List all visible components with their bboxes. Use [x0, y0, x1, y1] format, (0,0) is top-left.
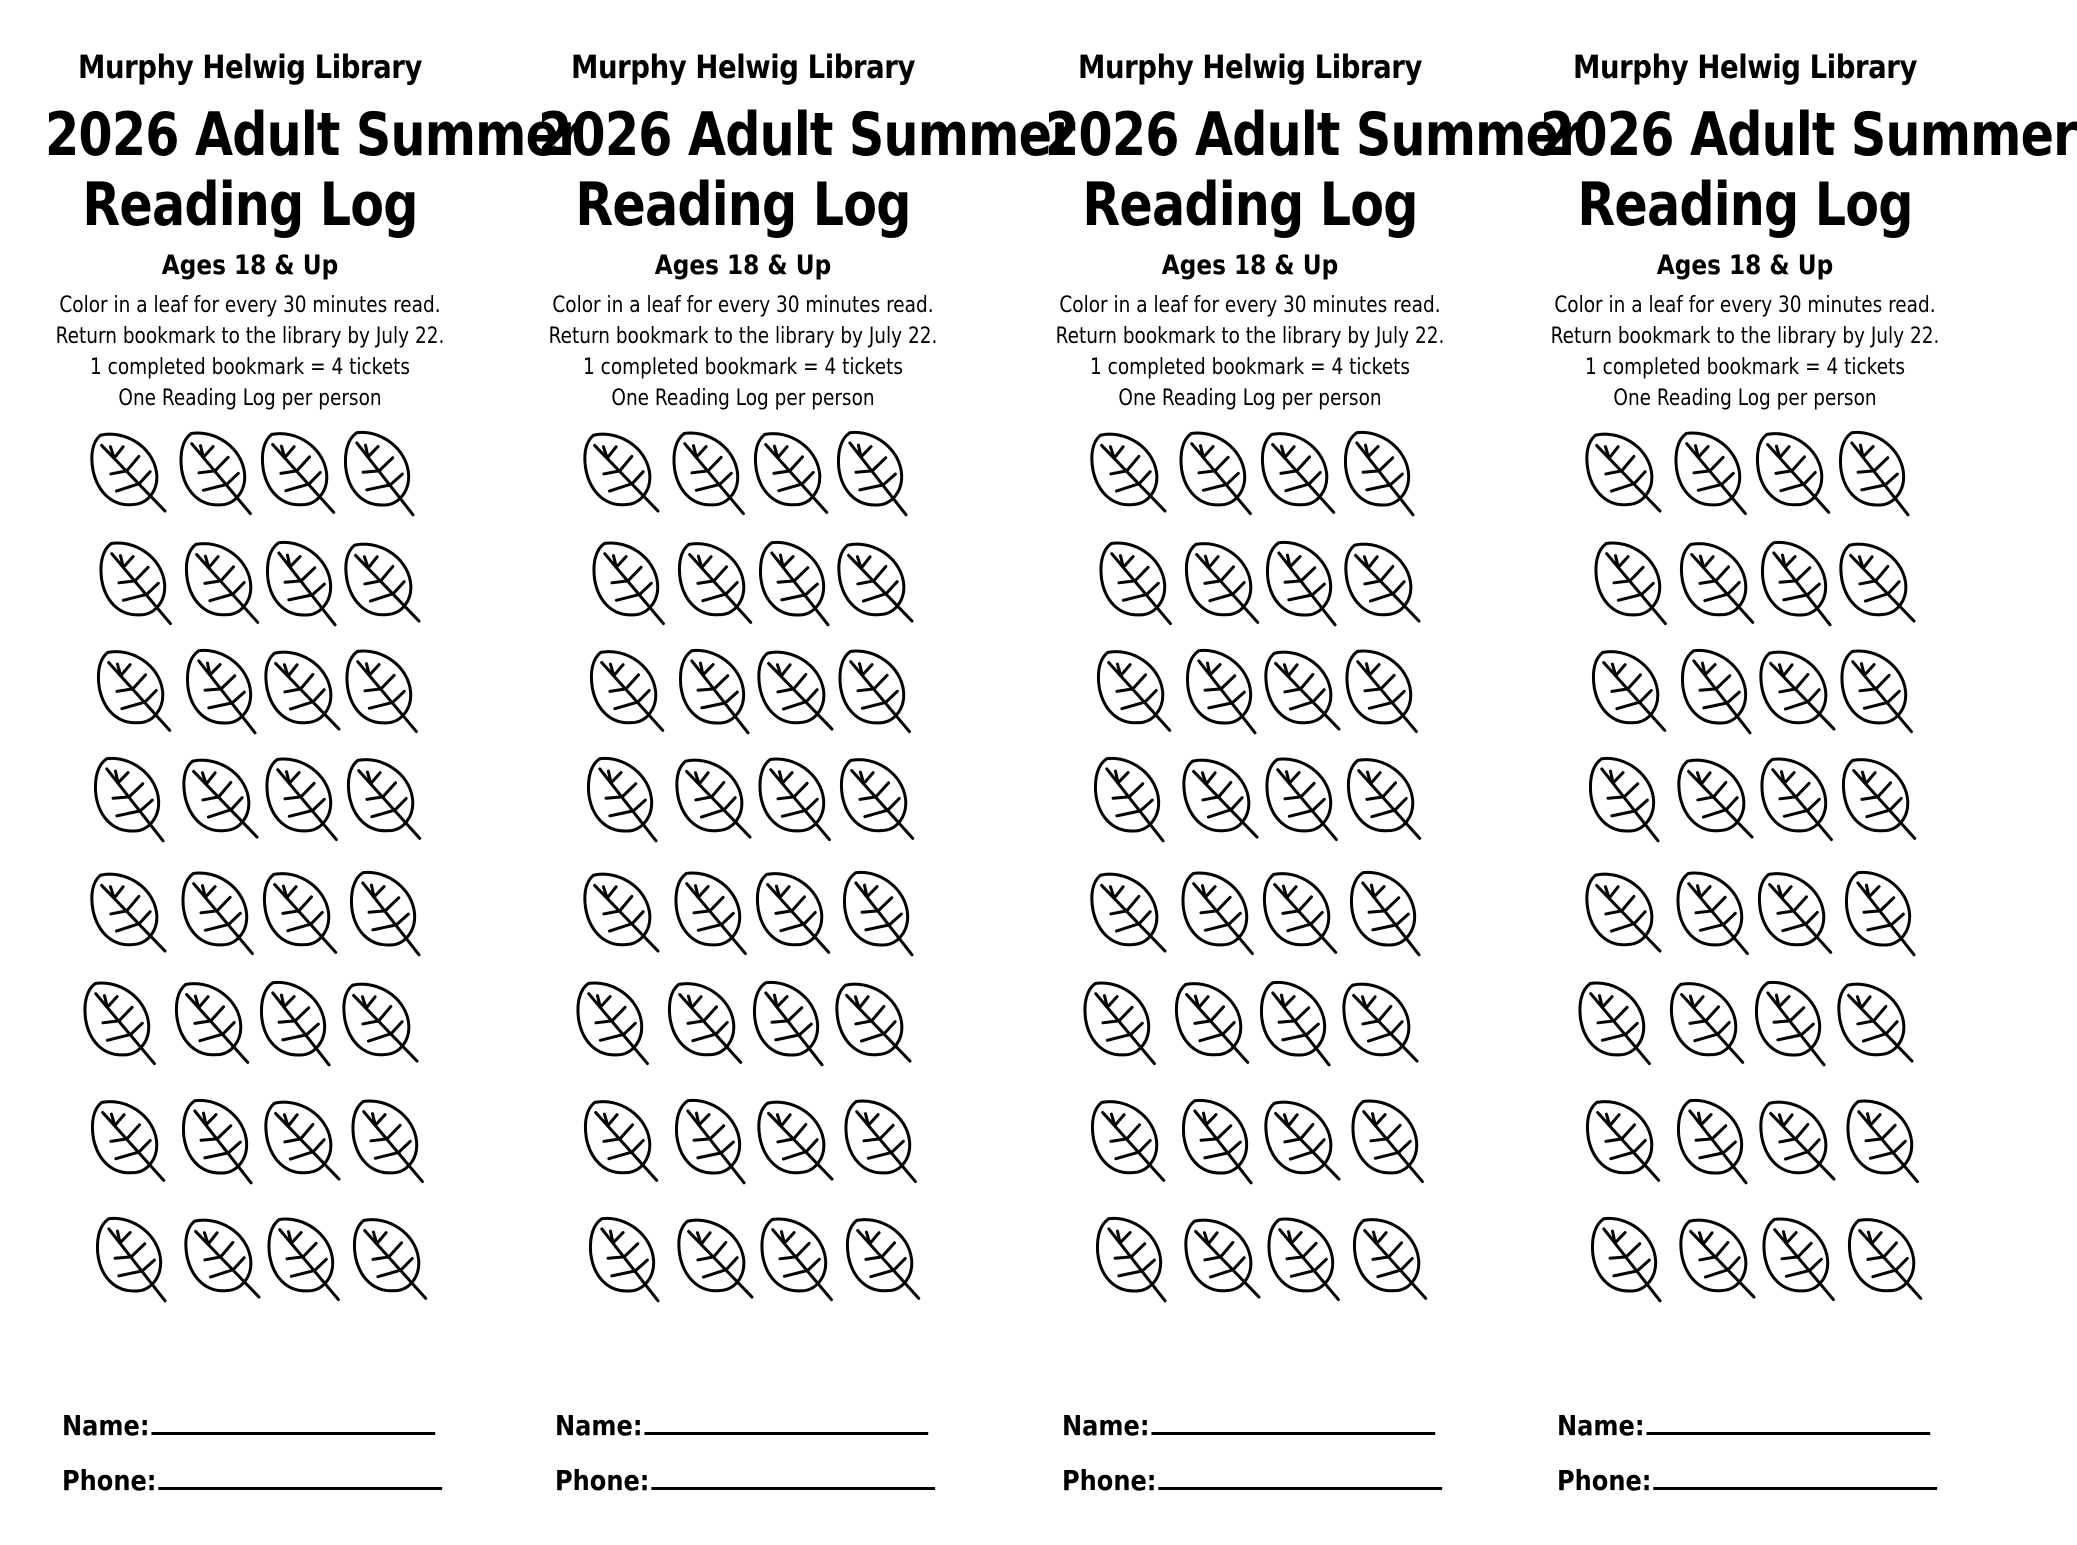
leaf-icon[interactable]	[338, 858, 431, 971]
instruction-line: One Reading Log per person	[1118, 386, 1382, 411]
leaf-icon[interactable]	[1827, 418, 1920, 531]
library-name: Murphy Helwig Library	[1573, 48, 1917, 86]
leaf-icon[interactable]	[825, 418, 918, 531]
leaf-icon[interactable]	[1078, 1085, 1177, 1202]
leaf-icon[interactable]	[1076, 856, 1177, 974]
leaf-icon[interactable]	[168, 742, 269, 860]
leaf-icon[interactable]	[575, 744, 668, 857]
library-name: Murphy Helwig Library	[571, 48, 915, 86]
leaf-icon[interactable]	[1828, 636, 1924, 751]
leaf-icon[interactable]	[162, 967, 261, 1084]
title-line-1: 2026 Adult Summer	[1540, 100, 2077, 170]
leaf-icon[interactable]	[250, 1084, 351, 1202]
leaf-icon[interactable]	[334, 743, 433, 860]
leaf-icon[interactable]	[170, 1202, 271, 1320]
leaf-icon[interactable]	[1082, 744, 1175, 857]
phone-blank-line[interactable]	[1653, 1463, 1937, 1490]
leaf-icon[interactable]	[1829, 743, 1928, 860]
leaf-icon[interactable]	[87, 528, 183, 643]
leaf-icon[interactable]	[660, 418, 756, 533]
leaf-icon[interactable]	[831, 858, 924, 971]
name-blank-line[interactable]	[151, 1408, 435, 1435]
leaf-icon[interactable]	[1663, 742, 1764, 860]
leaf-icon[interactable]	[748, 1204, 844, 1319]
instruction-line: Color in a leaf for every 30 minutes read.	[1554, 293, 1936, 318]
phone-blank-line[interactable]	[651, 1463, 935, 1490]
bookmark-2	[493, 0, 1075, 1545]
leaf-icon[interactable]	[250, 857, 349, 974]
name-label: Name:	[62, 1409, 150, 1442]
leaf-icon[interactable]	[170, 1086, 263, 1199]
title-line-2: Reading Log	[1577, 170, 1913, 240]
phone-label: Phone:	[555, 1464, 650, 1497]
name-field[interactable]	[555, 1408, 928, 1442]
name-field[interactable]	[1557, 1408, 1930, 1442]
leaf-icon[interactable]	[1170, 1202, 1271, 1320]
name-label: Name:	[1062, 1409, 1150, 1442]
phone-label: Phone:	[1557, 1464, 1652, 1497]
leaf-icon[interactable]	[1571, 856, 1672, 974]
name-blank-line[interactable]	[644, 1408, 928, 1435]
title-line-1: 2026 Adult Summer	[1045, 100, 1582, 170]
leaf-icon[interactable]	[577, 635, 676, 752]
instructions	[493, 290, 993, 414]
phone-label: Phone:	[1062, 1464, 1157, 1497]
leaf-icon[interactable]	[1582, 528, 1678, 643]
instruction-line: 1 completed bookmark = 4 tickets	[583, 355, 903, 380]
leaf-icon[interactable]	[1665, 1202, 1766, 1320]
leaf-icon[interactable]	[571, 1085, 670, 1202]
name-blank-line[interactable]	[1646, 1408, 1930, 1435]
leaf-icon[interactable]	[743, 857, 842, 974]
leaf-icon[interactable]	[826, 636, 922, 751]
leaf-icon[interactable]	[1749, 528, 1842, 641]
leaf-icon[interactable]	[1084, 635, 1183, 752]
leaf-icon[interactable]	[255, 1204, 351, 1319]
instruction-line: Color in a leaf for every 30 minutes read.	[59, 293, 441, 318]
leaf-icon[interactable]	[328, 966, 429, 1084]
name-blank-line[interactable]	[1151, 1408, 1435, 1435]
reading-log-title	[1000, 100, 1582, 240]
leaf-icon[interactable]	[1664, 858, 1760, 973]
instruction-line: Color in a leaf for every 30 minutes read.	[1059, 293, 1441, 318]
leaf-icon[interactable]	[1071, 968, 1167, 1083]
leaf-icon[interactable]	[76, 416, 177, 534]
leaf-icon[interactable]	[833, 1203, 932, 1320]
instruction-line: One Reading Log per person	[611, 386, 875, 411]
bookmark-3	[1000, 0, 1582, 1545]
leaf-icon[interactable]	[1579, 635, 1678, 752]
leaf-icon[interactable]	[1579, 1204, 1672, 1317]
phone-field[interactable]	[555, 1463, 935, 1497]
leaf-icon[interactable]	[1665, 1086, 1758, 1199]
leaf-icon[interactable]	[832, 1086, 928, 1201]
leaf-icon[interactable]	[1573, 1085, 1672, 1202]
phone-field[interactable]	[62, 1463, 442, 1497]
leaf-icon[interactable]	[1745, 1084, 1846, 1202]
leaf-icon[interactable]	[1571, 416, 1672, 534]
leaf-icon[interactable]	[254, 528, 347, 641]
leaf-icon[interactable]	[1076, 416, 1177, 534]
leaf-icon[interactable]	[743, 1084, 844, 1202]
title-line-1: 2026 Adult Summer	[538, 100, 1075, 170]
title-line-2: Reading Log	[575, 170, 911, 240]
leaf-icon[interactable]	[746, 744, 842, 859]
leaf-icon[interactable]	[1248, 968, 1341, 1081]
instructions	[1495, 290, 1995, 414]
leaf-icon[interactable]	[1255, 1204, 1351, 1319]
age-range: Ages 18 & Up	[1656, 250, 1834, 281]
leaf-icon[interactable]	[1170, 1086, 1263, 1199]
title-line-2: Reading Log	[1082, 170, 1418, 240]
instruction-line: Color in a leaf for every 30 minutes read.	[552, 293, 934, 318]
leaf-icon[interactable]	[84, 635, 183, 752]
leaf-icon[interactable]	[663, 1202, 764, 1320]
instructions	[1000, 290, 1500, 414]
leaf-icon[interactable]	[82, 744, 175, 857]
leaf-icon[interactable]	[1174, 636, 1267, 749]
age-range: Ages 18 & Up	[1161, 250, 1339, 281]
phone-blank-line[interactable]	[1158, 1463, 1442, 1490]
leaf-icon[interactable]	[1250, 857, 1349, 974]
leaf-icon[interactable]	[667, 636, 760, 749]
leaf-icon[interactable]	[1250, 1084, 1351, 1202]
library-name: Murphy Helwig Library	[78, 48, 422, 86]
leaf-icon[interactable]	[333, 636, 429, 751]
instruction-line: 1 completed bookmark = 4 tickets	[1090, 355, 1410, 380]
leaf-icon[interactable]	[78, 1085, 177, 1202]
leaf-icon[interactable]	[76, 856, 177, 974]
instruction-line: One Reading Log per person	[1613, 386, 1877, 411]
leaf-icon[interactable]	[174, 636, 267, 749]
leaf-icon[interactable]	[253, 744, 349, 859]
instructions	[0, 290, 500, 414]
leaf-icon[interactable]	[1745, 857, 1844, 974]
leaf-icon[interactable]	[167, 418, 263, 533]
library-name: Murphy Helwig Library	[1078, 48, 1422, 86]
leaf-icon[interactable]	[1254, 528, 1347, 641]
name-label: Name:	[555, 1409, 643, 1442]
leaf-icon[interactable]	[577, 1204, 670, 1317]
leaf-icon[interactable]	[741, 968, 834, 1081]
instruction-line: 1 completed bookmark = 4 tickets	[1585, 355, 1905, 380]
title-line-2: Reading Log	[82, 170, 418, 240]
leaf-icon[interactable]	[1167, 418, 1263, 533]
name-label: Name:	[1557, 1409, 1645, 1442]
leaf-icon[interactable]	[655, 967, 754, 1084]
leaf-icon[interactable]	[248, 968, 341, 1081]
leaf-icon[interactable]	[332, 418, 425, 531]
leaf-grid	[1090, 425, 1430, 1355]
leaf-icon[interactable]	[1253, 744, 1349, 859]
leaf-icon[interactable]	[1340, 1203, 1439, 1320]
name-field[interactable]	[62, 1408, 435, 1442]
leaf-grid	[90, 425, 430, 1355]
name-field[interactable]	[1062, 1408, 1435, 1442]
leaf-icon[interactable]	[1168, 742, 1269, 860]
instruction-line: Return bookmark to the library by July 22.	[1055, 324, 1445, 349]
phone-label: Phone:	[62, 1464, 157, 1497]
leaf-icon[interactable]	[84, 1204, 177, 1317]
leaf-icon[interactable]	[1669, 636, 1762, 749]
leaf-icon[interactable]	[747, 528, 840, 641]
leaf-icon[interactable]	[1169, 858, 1265, 973]
title-line-1: 2026 Adult Summer	[45, 100, 582, 170]
instruction-line: Return bookmark to the library by July 22.	[1550, 324, 1940, 349]
age-range: Ages 18 & Up	[161, 250, 339, 281]
leaf-icon[interactable]	[1743, 968, 1836, 1081]
leaf-icon[interactable]	[1657, 967, 1756, 1084]
instruction-line: 1 completed bookmark = 4 tickets	[90, 355, 410, 380]
leaf-icon[interactable]	[1750, 1204, 1846, 1319]
leaf-icon[interactable]	[827, 743, 926, 860]
leaf-icon[interactable]	[1084, 1204, 1177, 1317]
leaf-icon[interactable]	[1334, 743, 1433, 860]
leaf-icon[interactable]	[663, 1086, 756, 1199]
phone-field[interactable]	[1557, 1463, 1937, 1497]
leaf-icon[interactable]	[1748, 744, 1844, 859]
reading-log-title	[493, 100, 1075, 240]
age-range: Ages 18 & Up	[654, 250, 832, 281]
bookmark-4	[1495, 0, 2077, 1545]
leaf-icon[interactable]	[569, 856, 670, 974]
leaf-icon[interactable]	[580, 528, 676, 643]
leaf-icon[interactable]	[71, 968, 167, 1083]
leaf-icon[interactable]	[1823, 966, 1924, 1084]
leaf-icon[interactable]	[1333, 636, 1429, 751]
leaf-icon[interactable]	[340, 1203, 439, 1320]
leaf-icon[interactable]	[169, 858, 265, 973]
phone-field[interactable]	[1062, 1463, 1442, 1497]
leaf-grid	[1585, 425, 1925, 1355]
instruction-line: Return bookmark to the library by July 22.	[548, 324, 938, 349]
instruction-line: One Reading Log per person	[118, 386, 382, 411]
instruction-line: Return bookmark to the library by July 22.	[55, 324, 445, 349]
leaf-icon[interactable]	[1332, 418, 1425, 531]
leaf-grid	[583, 425, 923, 1355]
leaf-icon[interactable]	[569, 416, 670, 534]
leaf-icon[interactable]	[1162, 967, 1261, 1084]
leaf-icon[interactable]	[1566, 968, 1662, 1083]
leaf-icon[interactable]	[1834, 1086, 1930, 1201]
leaf-icon[interactable]	[1833, 858, 1926, 971]
leaf-icon[interactable]	[821, 966, 922, 1084]
leaf-icon[interactable]	[1328, 966, 1429, 1084]
leaf-icon[interactable]	[661, 742, 762, 860]
reading-log-title	[1495, 100, 2077, 240]
leaf-icon[interactable]	[1577, 744, 1670, 857]
leaf-icon[interactable]	[1835, 1203, 1934, 1320]
bookmark-1	[0, 0, 582, 1545]
leaf-icon[interactable]	[1339, 1086, 1435, 1201]
leaf-icon[interactable]	[1087, 528, 1183, 643]
leaf-icon[interactable]	[339, 1086, 435, 1201]
reading-log-title	[0, 100, 582, 240]
phone-blank-line[interactable]	[158, 1463, 442, 1490]
leaf-icon[interactable]	[1338, 858, 1431, 971]
leaf-icon[interactable]	[564, 968, 660, 1083]
leaf-icon[interactable]	[1662, 418, 1758, 533]
leaf-icon[interactable]	[662, 858, 758, 973]
